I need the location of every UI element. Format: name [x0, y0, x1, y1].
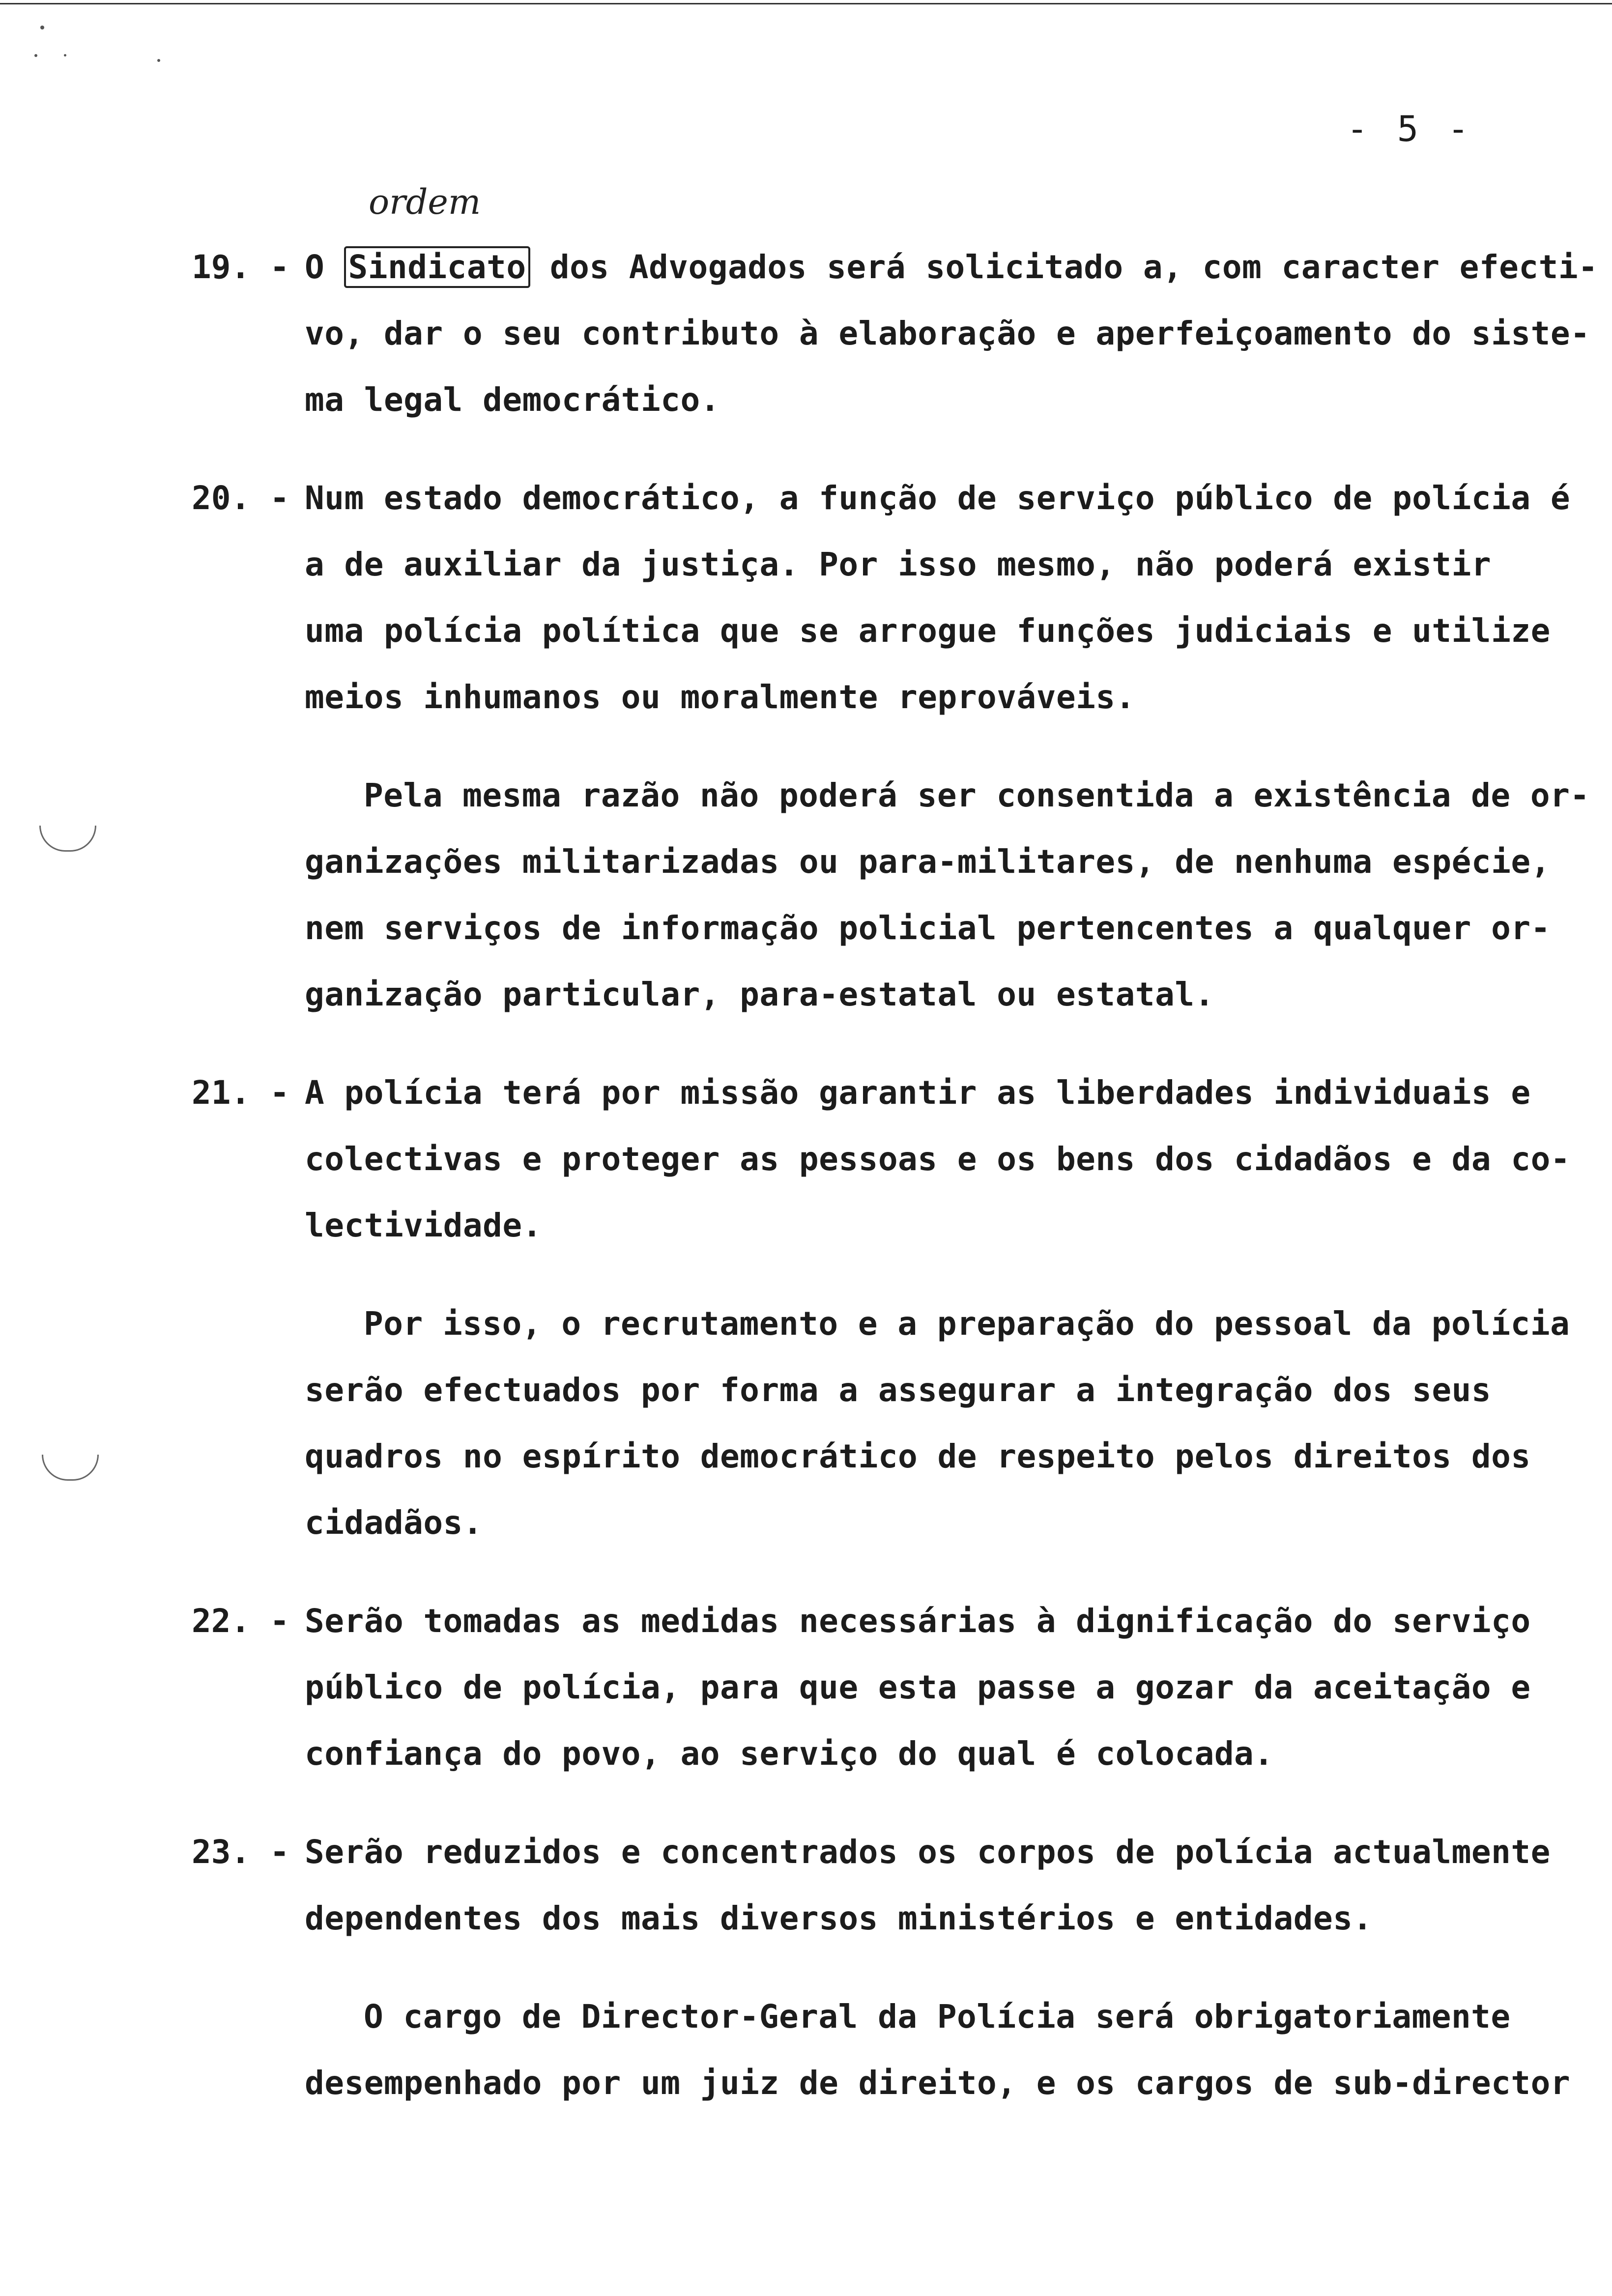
text-line: uma polícia política que se arrogue funções judiciais e utilize [305, 612, 1551, 650]
text-line: Pela mesma razão não poderá ser consentida a existência de or- [364, 776, 1590, 814]
text-line: Por isso, o recrutamento e a preparação do pessoal da polícia [364, 1305, 1570, 1343]
handwritten-annotation: ordem [369, 182, 481, 222]
scan-speck [34, 54, 37, 57]
text-line: colectivas e proteger as pessoas e os bens dos cidadãos e da co- [305, 1140, 1571, 1178]
text-line: ganizações militarizadas ou para-militares, de nenhuma espécie, [305, 843, 1551, 881]
scan-speck [157, 59, 160, 62]
item-number: 20. - [192, 479, 289, 517]
item-number: 23. - [192, 1833, 289, 1871]
text-line: a de auxiliar da justiça. Por isso mesmo, não poderá existir [305, 545, 1492, 583]
text-line: ma legal democrático. [305, 381, 720, 419]
text-line: desempenhado por um juiz de direito, e os cargos de sub-director [305, 2064, 1571, 2102]
text-line: O cargo de Director-Geral da Polícia será obrigatoriamente [364, 1998, 1511, 2036]
text-line: serão efectuados por forma a assegurar a integração dos seus [305, 1371, 1492, 1409]
boxed-word: Sindicato [344, 246, 530, 288]
text-line: ganização particular, para-estatal ou estatal. [305, 976, 1214, 1013]
text-line: Serão tomadas as medidas necessárias à dignificação do serviço [305, 1602, 1531, 1640]
scan-speck [40, 26, 44, 29]
text-line: quadros no espírito democrático de respeito pelos direitos dos [305, 1437, 1531, 1475]
text-line: público de polícia, para que esta passe a gozar da aceitação e [305, 1668, 1531, 1706]
text-line: A polícia terá por missão garantir as liberdades individuais e [305, 1074, 1531, 1112]
scan-speck [64, 54, 66, 57]
item-number: 19. - [192, 248, 289, 286]
text-segment: dos Advogados será solicitado a, com caracter efecti- [530, 248, 1598, 286]
text-line: dependentes dos mais diversos ministérios e entidades. [305, 1899, 1373, 1937]
text-line [305, 248, 1598, 286]
text-line: cidadãos. [305, 1504, 483, 1542]
text-line: meios inhumanos ou moralmente reprováveis. [305, 678, 1135, 716]
text-line: lectividade. [305, 1206, 542, 1244]
page-number: - 5 - [1347, 108, 1473, 149]
text-line: vo, dar o seu contributo à elaboração e aperfeiçoamento do siste- [305, 315, 1590, 352]
text-segment: O [305, 248, 345, 286]
text-line: Serão reduzidos e concentrados os corpos de polícia actualmente [305, 1833, 1551, 1871]
text-line: Num estado democrático, a função de serviço público de polícia é [305, 479, 1571, 517]
punch-hole-mark [42, 1455, 99, 1481]
item-number: 21. - [192, 1074, 289, 1112]
top-border-line [0, 3, 1612, 4]
text-line: confiança do povo, ao serviço do qual é colocada. [305, 1735, 1274, 1773]
punch-hole-mark [39, 826, 96, 852]
item-number: 22. - [192, 1602, 289, 1640]
text-line: nem serviços de informação policial pertencentes a qualquer or- [305, 909, 1551, 947]
